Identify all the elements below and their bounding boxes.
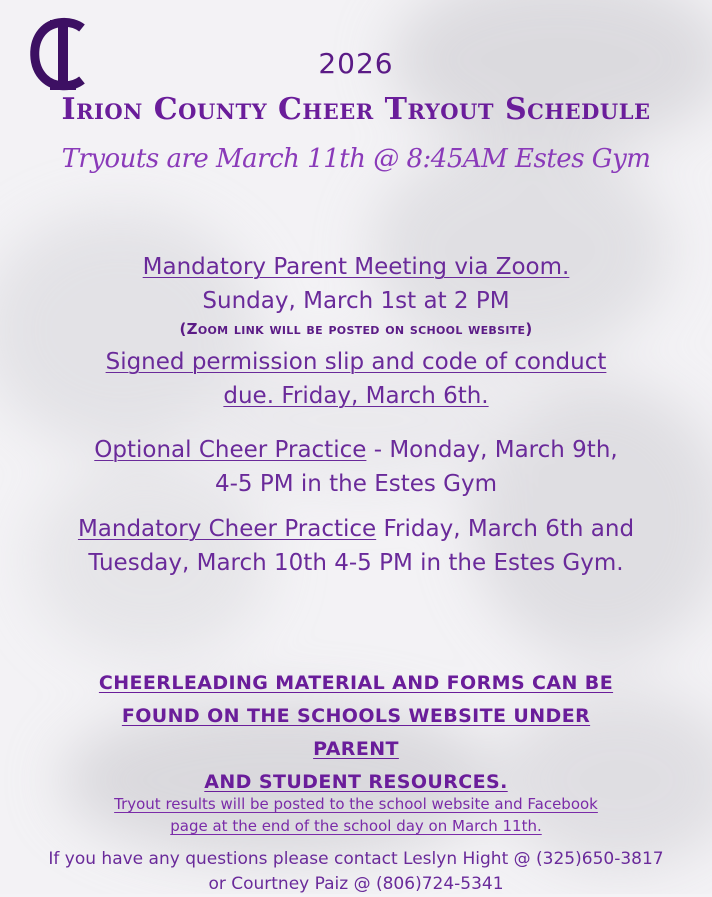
mandatory-practice <box>76 512 636 580</box>
parent-meeting-date: Sunday, March 1st at 2 PM <box>202 288 510 314</box>
materials-line-2: FOUND ON THE SCHOOLS WEBSITE UNDER PARENT <box>121 705 591 760</box>
optional-practice-details: - Monday, March 9th, 4-5 PM in the Estes Gym <box>214 437 618 497</box>
contact-line-1: If you have any questions please contact Leslyn Hight @ (325)650-3817 <box>48 849 664 869</box>
permission-line-1: Signed permission slip and code of conduct <box>105 349 607 375</box>
results-notice <box>96 793 616 837</box>
results-line-2: page at the end of the school day on March 11th. <box>170 817 542 835</box>
mandatory-practice-label: Mandatory Cheer Practice <box>77 516 377 542</box>
mandatory-practice-details: Friday, March 6th and Tuesday, March 10th 4-5 PM in the Estes Gym. <box>88 516 635 576</box>
permission-slip-notice <box>76 345 636 413</box>
parent-meeting-label: Mandatory Parent Meeting via Zoom. <box>142 254 570 280</box>
contact-info <box>26 847 686 897</box>
zoom-link-note: (Zoom link will be posted on school website) <box>179 320 533 338</box>
optional-practice <box>86 433 626 501</box>
permission-line-2: due. Friday, March 6th. <box>223 383 489 409</box>
tryout-date-subtitle: Tryouts are March 11th @ 8:45AM Estes Gym <box>61 144 651 174</box>
parent-meeting-heading <box>0 250 712 284</box>
year-heading: 2026 <box>318 47 394 80</box>
results-line-1: Tryout results will be posted to the school website and Facebook <box>114 795 598 813</box>
materials-line-1: CHEERLEADING MATERIAL AND FORMS CAN BE <box>98 672 614 694</box>
page-title: Irion County Cheer Tryout Schedule <box>61 92 651 127</box>
optional-practice-label: Optional Cheer Practice <box>94 437 367 463</box>
contact-line-2: or Courtney Paiz @ (806)724-5341 <box>208 874 504 894</box>
materials-notice <box>76 667 636 799</box>
materials-line-3: AND STUDENT RESOURCES. <box>204 771 508 793</box>
